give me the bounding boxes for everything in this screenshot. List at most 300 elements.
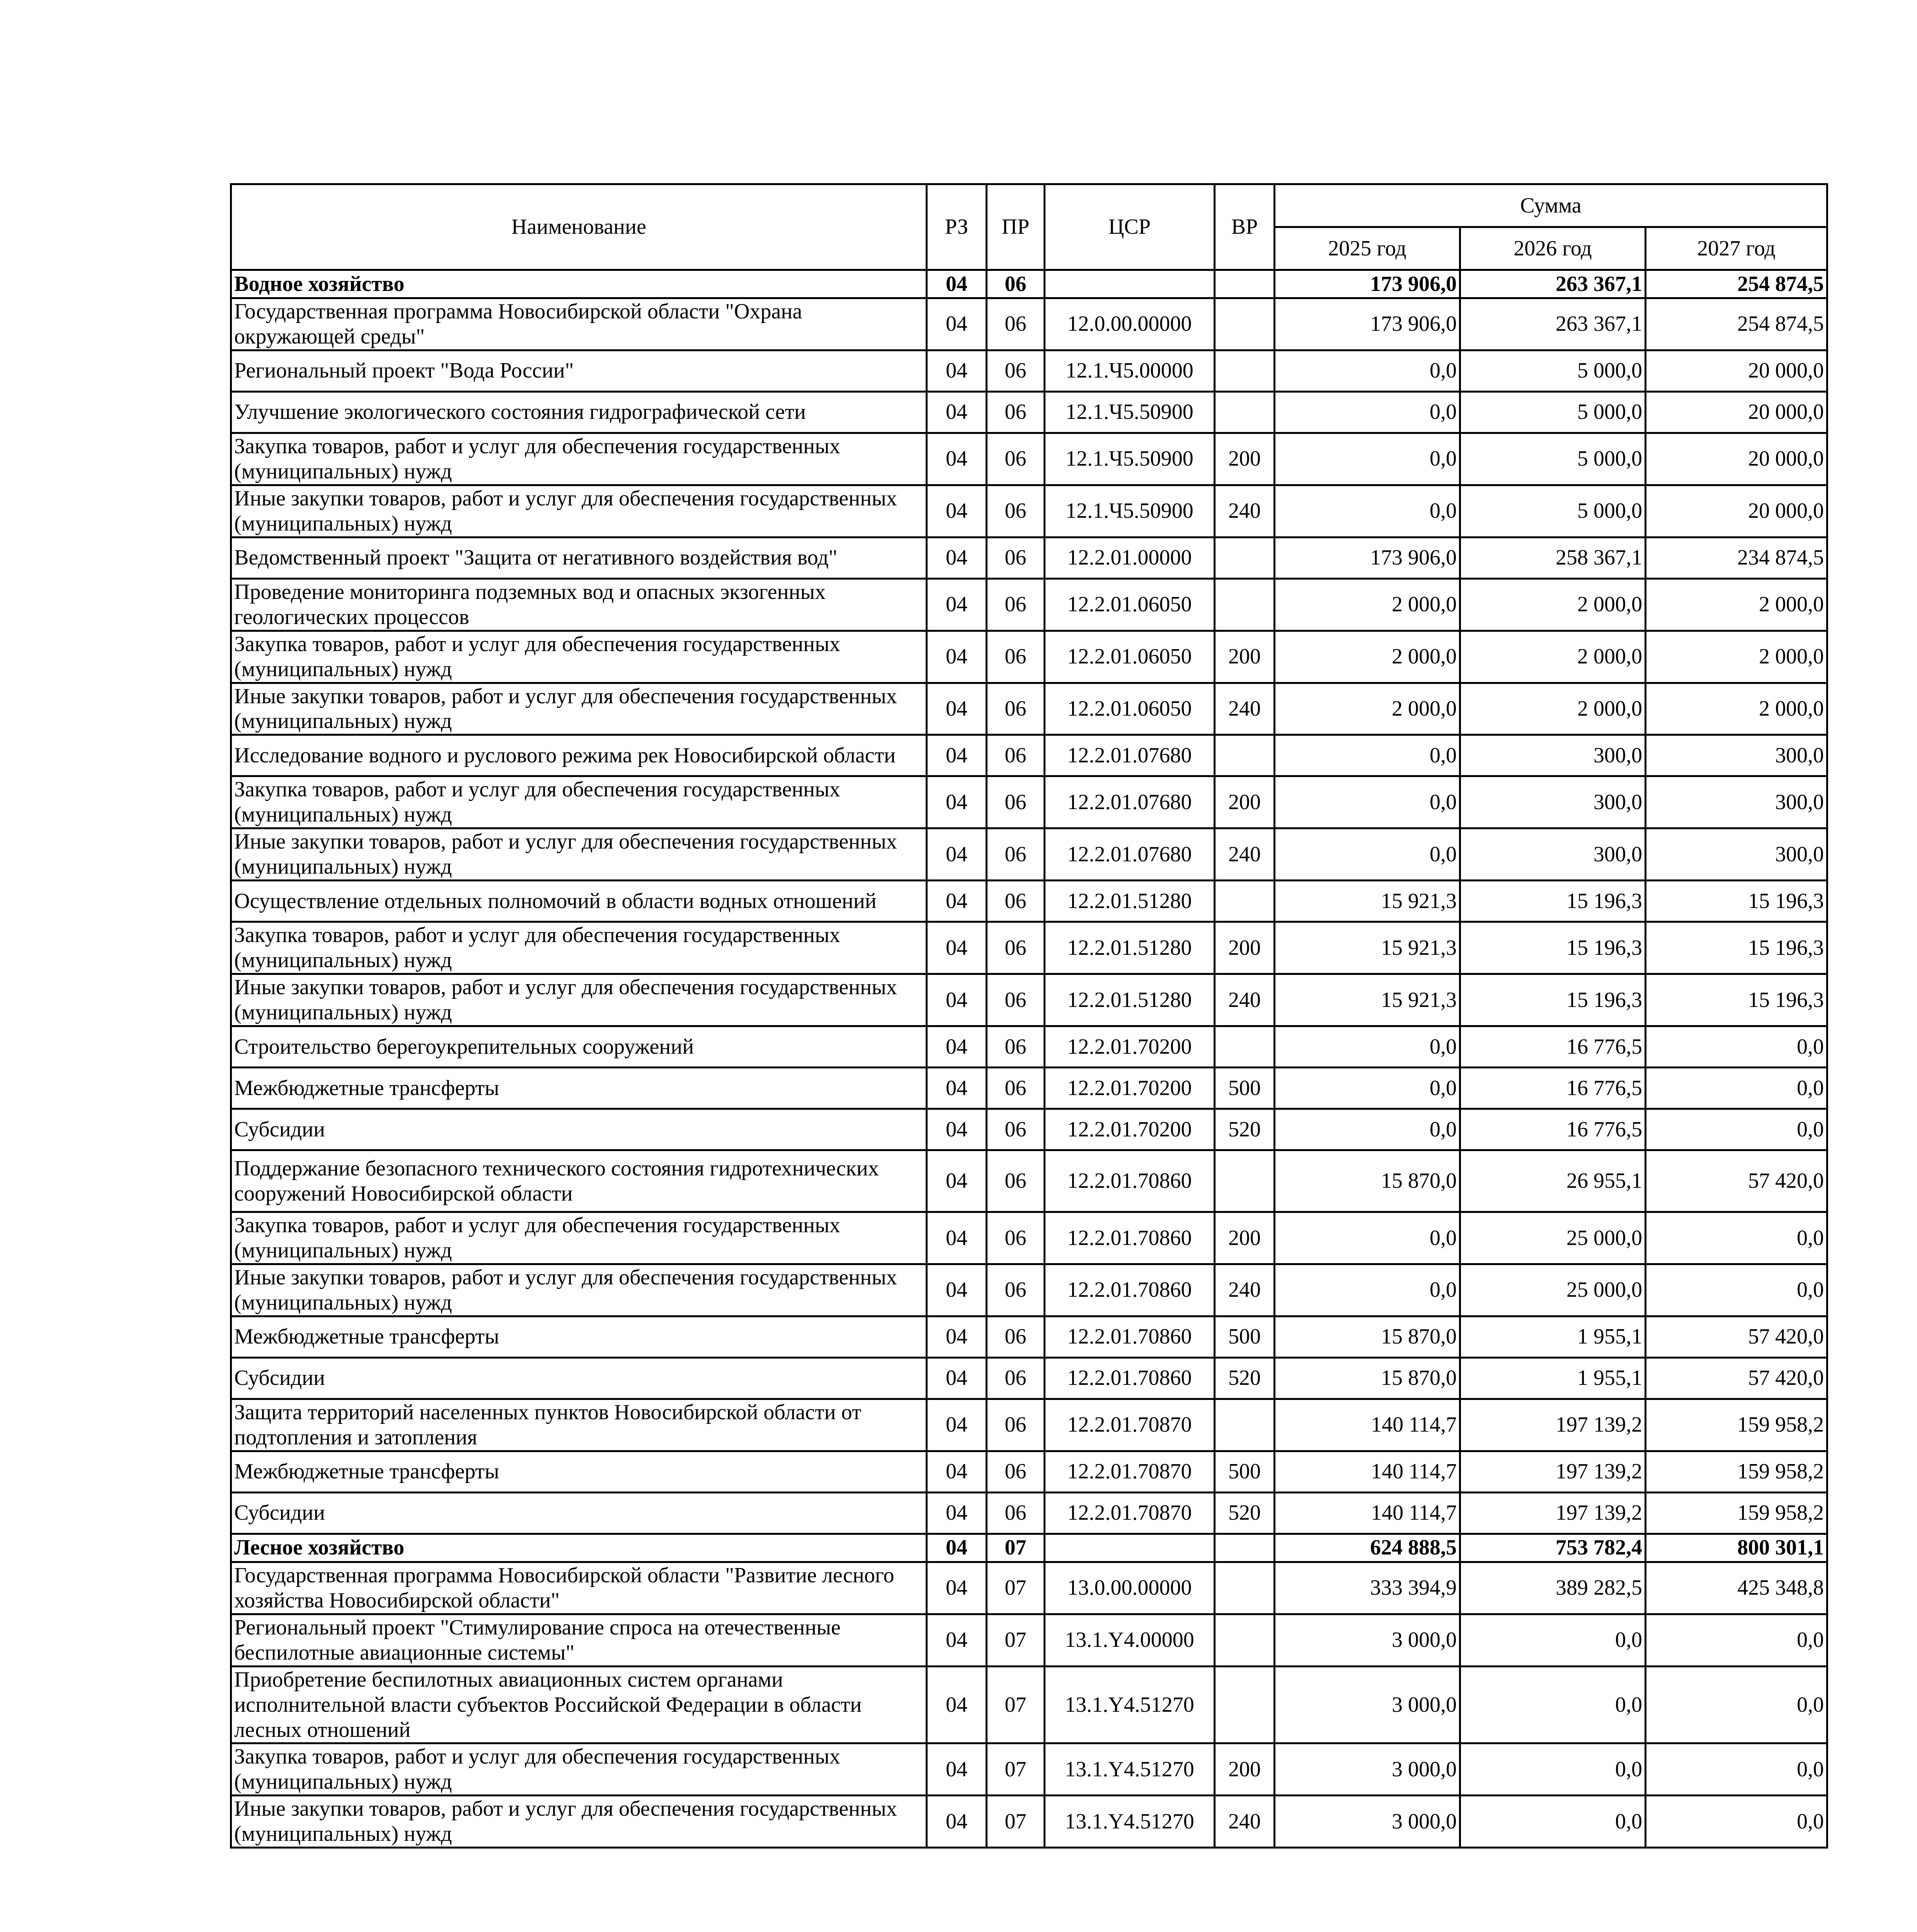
cell-csr: 13.1.Y4.51270 bbox=[1045, 1743, 1215, 1796]
cell-rz: 04 bbox=[927, 1399, 987, 1451]
table-row bbox=[231, 974, 1827, 1026]
cell-2027: 20 000,0 bbox=[1646, 433, 1827, 485]
cell-pr: 06 bbox=[987, 881, 1045, 922]
cell-pr: 06 bbox=[987, 391, 1045, 433]
cell-2027: 57 420,0 bbox=[1646, 1150, 1827, 1212]
cell-vr bbox=[1215, 1399, 1275, 1451]
header-csr: ЦСР bbox=[1045, 184, 1215, 270]
cell-2025: 0,0 bbox=[1275, 485, 1460, 537]
cell-csr: 12.2.01.06050 bbox=[1045, 631, 1215, 683]
cell-csr: 12.2.01.06050 bbox=[1045, 683, 1215, 735]
cell-2026: 16 776,5 bbox=[1460, 1026, 1646, 1068]
cell-name: Иные закупки товаров, работ и услуг для обеспечения государственных (муниципальных) нужд bbox=[231, 683, 927, 735]
cell-pr: 06 bbox=[987, 270, 1045, 298]
cell-csr: 12.2.01.70860 bbox=[1045, 1212, 1215, 1264]
table-row bbox=[231, 1492, 1827, 1534]
cell-csr: 12.2.01.70860 bbox=[1045, 1150, 1215, 1212]
cell-vr: 240 bbox=[1215, 828, 1275, 881]
cell-name: Закупка товаров, работ и услуг для обеспечения государственных (муниципальных) нужд bbox=[231, 922, 927, 974]
cell-2025: 0,0 bbox=[1275, 776, 1460, 828]
cell-2026: 16 776,5 bbox=[1460, 1068, 1646, 1109]
table-row bbox=[231, 298, 1827, 350]
cell-rz: 04 bbox=[927, 578, 987, 631]
cell-2027: 300,0 bbox=[1646, 828, 1827, 881]
table-row bbox=[231, 1796, 1827, 1848]
cell-2026: 16 776,5 bbox=[1460, 1109, 1646, 1150]
cell-vr: 500 bbox=[1215, 1068, 1275, 1109]
cell-name: Иные закупки товаров, работ и услуг для обеспечения государственных (муниципальных) нужд bbox=[231, 1796, 927, 1848]
table-row bbox=[231, 881, 1827, 922]
cell-2026: 197 139,2 bbox=[1460, 1492, 1646, 1534]
cell-2027: 0,0 bbox=[1646, 1666, 1827, 1743]
cell-vr bbox=[1215, 350, 1275, 391]
cell-name: Закупка товаров, работ и услуг для обеспечения государственных (муниципальных) нужд bbox=[231, 433, 927, 485]
table-row bbox=[231, 735, 1827, 776]
table-body bbox=[231, 270, 1827, 1848]
table-row bbox=[231, 776, 1827, 828]
cell-2027: 254 874,5 bbox=[1646, 298, 1827, 350]
cell-2027: 425 348,8 bbox=[1646, 1562, 1827, 1614]
cell-name: Строительство берегоукрепительных сооружений bbox=[231, 1026, 927, 1068]
cell-csr: 13.1.Y4.51270 bbox=[1045, 1796, 1215, 1848]
cell-2027: 0,0 bbox=[1646, 1026, 1827, 1068]
cell-name: Иные закупки товаров, работ и услуг для обеспечения государственных (муниципальных) нужд bbox=[231, 1264, 927, 1316]
cell-name: Лесное хозяйство bbox=[231, 1534, 927, 1562]
table-row bbox=[231, 1666, 1827, 1743]
table-row bbox=[231, 433, 1827, 485]
cell-2025: 0,0 bbox=[1275, 1068, 1460, 1109]
cell-2027: 2 000,0 bbox=[1646, 578, 1827, 631]
cell-2026: 2 000,0 bbox=[1460, 683, 1646, 735]
cell-csr: 12.1.Ч5.50900 bbox=[1045, 485, 1215, 537]
cell-vr: 200 bbox=[1215, 776, 1275, 828]
cell-2027: 20 000,0 bbox=[1646, 391, 1827, 433]
cell-2025: 173 906,0 bbox=[1275, 270, 1460, 298]
cell-csr: 12.2.01.70870 bbox=[1045, 1451, 1215, 1492]
cell-2026: 300,0 bbox=[1460, 735, 1646, 776]
cell-vr: 240 bbox=[1215, 1264, 1275, 1316]
table-row bbox=[231, 828, 1827, 881]
cell-name: Поддержание безопасного технического состояния гидротехнических сооружений Новосибирской области bbox=[231, 1150, 927, 1212]
header-year-2025: 2025 год bbox=[1275, 227, 1460, 270]
cell-2025: 2 000,0 bbox=[1275, 578, 1460, 631]
cell-vr bbox=[1215, 298, 1275, 350]
cell-2027: 15 196,3 bbox=[1646, 881, 1827, 922]
table-row bbox=[231, 1451, 1827, 1492]
cell-name: Региональный проект "Вода России" bbox=[231, 350, 927, 391]
cell-rz: 04 bbox=[927, 1562, 987, 1614]
cell-name: Водное хозяйство bbox=[231, 270, 927, 298]
cell-vr bbox=[1215, 537, 1275, 578]
cell-pr: 06 bbox=[987, 974, 1045, 1026]
cell-name: Межбюджетные трансферты bbox=[231, 1068, 927, 1109]
cell-name: Приобретение беспилотных авиационных систем органами исполнительной власти субъектов Российской Федерации в области лесных отношений bbox=[231, 1666, 927, 1743]
cell-vr: 200 bbox=[1215, 1212, 1275, 1264]
cell-pr: 06 bbox=[987, 922, 1045, 974]
cell-csr: 12.2.01.70200 bbox=[1045, 1109, 1215, 1150]
table-row bbox=[231, 1562, 1827, 1614]
cell-2025: 0,0 bbox=[1275, 1109, 1460, 1150]
cell-2027: 300,0 bbox=[1646, 776, 1827, 828]
table-row bbox=[231, 1068, 1827, 1109]
cell-2025: 140 114,7 bbox=[1275, 1492, 1460, 1534]
cell-name: Иные закупки товаров, работ и услуг для обеспечения государственных (муниципальных) нужд bbox=[231, 828, 927, 881]
table-row bbox=[231, 922, 1827, 974]
cell-vr: 240 bbox=[1215, 683, 1275, 735]
cell-2027: 234 874,5 bbox=[1646, 537, 1827, 578]
cell-2025: 15 870,0 bbox=[1275, 1357, 1460, 1399]
cell-2026: 1 955,1 bbox=[1460, 1316, 1646, 1357]
cell-name: Осуществление отдельных полномочий в области водных отношений bbox=[231, 881, 927, 922]
cell-csr: 12.2.01.07680 bbox=[1045, 776, 1215, 828]
cell-2027: 2 000,0 bbox=[1646, 631, 1827, 683]
table-row bbox=[231, 1026, 1827, 1068]
cell-rz: 04 bbox=[927, 391, 987, 433]
cell-2026: 263 367,1 bbox=[1460, 270, 1646, 298]
cell-2027: 0,0 bbox=[1646, 1212, 1827, 1264]
cell-pr: 06 bbox=[987, 735, 1045, 776]
cell-rz: 04 bbox=[927, 776, 987, 828]
cell-csr bbox=[1045, 270, 1215, 298]
cell-2026: 15 196,3 bbox=[1460, 974, 1646, 1026]
table-row bbox=[231, 537, 1827, 578]
cell-csr: 12.1.Ч5.50900 bbox=[1045, 391, 1215, 433]
cell-rz: 04 bbox=[927, 683, 987, 735]
cell-rz: 04 bbox=[927, 485, 987, 537]
cell-2025: 0,0 bbox=[1275, 828, 1460, 881]
cell-2026: 258 367,1 bbox=[1460, 537, 1646, 578]
cell-csr: 12.2.01.00000 bbox=[1045, 537, 1215, 578]
cell-2027: 0,0 bbox=[1646, 1796, 1827, 1848]
cell-csr: 12.2.01.51280 bbox=[1045, 881, 1215, 922]
cell-rz: 04 bbox=[927, 270, 987, 298]
table-row bbox=[231, 683, 1827, 735]
cell-pr: 06 bbox=[987, 1212, 1045, 1264]
cell-csr: 12.2.01.70870 bbox=[1045, 1492, 1215, 1534]
cell-2027: 0,0 bbox=[1646, 1264, 1827, 1316]
cell-pr: 06 bbox=[987, 1150, 1045, 1212]
cell-name: Защита территорий населенных пунктов Новосибирской области от подтопления и затопления bbox=[231, 1399, 927, 1451]
cell-2025: 15 870,0 bbox=[1275, 1316, 1460, 1357]
cell-pr: 06 bbox=[987, 631, 1045, 683]
cell-vr bbox=[1215, 881, 1275, 922]
cell-2026: 197 139,2 bbox=[1460, 1451, 1646, 1492]
cell-pr: 06 bbox=[987, 1264, 1045, 1316]
cell-pr: 06 bbox=[987, 1399, 1045, 1451]
table-row bbox=[231, 1357, 1827, 1399]
cell-vr bbox=[1215, 391, 1275, 433]
cell-2025: 140 114,7 bbox=[1275, 1399, 1460, 1451]
cell-2026: 26 955,1 bbox=[1460, 1150, 1646, 1212]
cell-2025: 0,0 bbox=[1275, 1264, 1460, 1316]
cell-2025: 0,0 bbox=[1275, 350, 1460, 391]
cell-2026: 5 000,0 bbox=[1460, 433, 1646, 485]
cell-vr bbox=[1215, 1026, 1275, 1068]
cell-rz: 04 bbox=[927, 1451, 987, 1492]
cell-2027: 0,0 bbox=[1646, 1109, 1827, 1150]
cell-2025: 173 906,0 bbox=[1275, 298, 1460, 350]
cell-2025: 0,0 bbox=[1275, 433, 1460, 485]
header-pr: ПР bbox=[987, 184, 1045, 270]
cell-vr: 500 bbox=[1215, 1316, 1275, 1357]
cell-csr: 12.2.01.70860 bbox=[1045, 1264, 1215, 1316]
cell-2025: 173 906,0 bbox=[1275, 537, 1460, 578]
cell-2027: 15 196,3 bbox=[1646, 922, 1827, 974]
cell-vr: 240 bbox=[1215, 1796, 1275, 1848]
cell-csr: 13.1.Y4.00000 bbox=[1045, 1614, 1215, 1666]
cell-2026: 1 955,1 bbox=[1460, 1357, 1646, 1399]
budget-table bbox=[230, 183, 1828, 1849]
cell-name: Государственная программа Новосибирской области "Охрана окружающей среды" bbox=[231, 298, 927, 350]
cell-2026: 753 782,4 bbox=[1460, 1534, 1646, 1562]
cell-2027: 0,0 bbox=[1646, 1614, 1827, 1666]
header-year-2026: 2026 год bbox=[1460, 227, 1646, 270]
cell-csr: 12.1.Ч5.00000 bbox=[1045, 350, 1215, 391]
cell-pr: 07 bbox=[987, 1743, 1045, 1796]
cell-rz: 04 bbox=[927, 881, 987, 922]
cell-name: Закупка товаров, работ и услуг для обеспечения государственных (муниципальных) нужд bbox=[231, 776, 927, 828]
cell-name: Исследование водного и руслового режима рек Новосибирской области bbox=[231, 735, 927, 776]
cell-2027: 254 874,5 bbox=[1646, 270, 1827, 298]
cell-2025: 15 921,3 bbox=[1275, 881, 1460, 922]
cell-csr: 13.1.Y4.51270 bbox=[1045, 1666, 1215, 1743]
cell-name: Межбюджетные трансферты bbox=[231, 1316, 927, 1357]
cell-pr: 06 bbox=[987, 485, 1045, 537]
cell-name: Проведение мониторинга подземных вод и опасных экзогенных геологических процессов bbox=[231, 578, 927, 631]
cell-2026: 300,0 bbox=[1460, 776, 1646, 828]
cell-2027: 159 958,2 bbox=[1646, 1492, 1827, 1534]
cell-name: Улучшение экологического состояния гидрографической сети bbox=[231, 391, 927, 433]
cell-2026: 263 367,1 bbox=[1460, 298, 1646, 350]
cell-2025: 15 921,3 bbox=[1275, 922, 1460, 974]
cell-rz: 04 bbox=[927, 350, 987, 391]
cell-csr: 12.2.01.51280 bbox=[1045, 974, 1215, 1026]
table-row bbox=[231, 350, 1827, 391]
cell-2026: 15 196,3 bbox=[1460, 922, 1646, 974]
cell-pr: 06 bbox=[987, 1451, 1045, 1492]
cell-rz: 04 bbox=[927, 922, 987, 974]
cell-pr: 06 bbox=[987, 683, 1045, 735]
cell-name: Субсидии bbox=[231, 1492, 927, 1534]
cell-csr: 12.2.01.07680 bbox=[1045, 735, 1215, 776]
cell-rz: 04 bbox=[927, 1666, 987, 1743]
cell-pr: 07 bbox=[987, 1562, 1045, 1614]
cell-pr: 06 bbox=[987, 298, 1045, 350]
cell-csr: 12.2.01.51280 bbox=[1045, 922, 1215, 974]
cell-vr bbox=[1215, 1562, 1275, 1614]
table-row bbox=[231, 1150, 1827, 1212]
cell-pr: 06 bbox=[987, 828, 1045, 881]
cell-rz: 04 bbox=[927, 735, 987, 776]
cell-2026: 197 139,2 bbox=[1460, 1399, 1646, 1451]
cell-pr: 06 bbox=[987, 1026, 1045, 1068]
cell-rz: 04 bbox=[927, 537, 987, 578]
cell-2027: 20 000,0 bbox=[1646, 485, 1827, 537]
header-year-2027: 2027 год bbox=[1646, 227, 1827, 270]
cell-name: Иные закупки товаров, работ и услуг для обеспечения государственных (муниципальных) нужд bbox=[231, 974, 927, 1026]
cell-csr: 12.2.01.06050 bbox=[1045, 578, 1215, 631]
cell-vr bbox=[1215, 735, 1275, 776]
cell-name: Субсидии bbox=[231, 1109, 927, 1150]
cell-vr bbox=[1215, 1614, 1275, 1666]
cell-2026: 5 000,0 bbox=[1460, 485, 1646, 537]
table-row bbox=[231, 631, 1827, 683]
cell-2026: 2 000,0 bbox=[1460, 578, 1646, 631]
cell-vr: 240 bbox=[1215, 974, 1275, 1026]
cell-rz: 04 bbox=[927, 433, 987, 485]
section-row bbox=[231, 1534, 1827, 1562]
cell-rz: 04 bbox=[927, 1743, 987, 1796]
table-row bbox=[231, 1614, 1827, 1666]
cell-name: Ведомственный проект "Защита от негативного воздействия вод" bbox=[231, 537, 927, 578]
cell-2026: 5 000,0 bbox=[1460, 391, 1646, 433]
cell-name: Иные закупки товаров, работ и услуг для обеспечения государственных (муниципальных) нужд bbox=[231, 485, 927, 537]
cell-pr: 06 bbox=[987, 1068, 1045, 1109]
cell-vr bbox=[1215, 1150, 1275, 1212]
cell-2025: 2 000,0 bbox=[1275, 631, 1460, 683]
cell-vr: 200 bbox=[1215, 1743, 1275, 1796]
cell-pr: 06 bbox=[987, 1357, 1045, 1399]
section-row bbox=[231, 270, 1827, 298]
table-header bbox=[231, 184, 1827, 270]
cell-rz: 04 bbox=[927, 1068, 987, 1109]
cell-vr: 240 bbox=[1215, 485, 1275, 537]
cell-vr bbox=[1215, 1666, 1275, 1743]
cell-2026: 5 000,0 bbox=[1460, 350, 1646, 391]
header-rz: РЗ bbox=[927, 184, 987, 270]
cell-rz: 04 bbox=[927, 974, 987, 1026]
cell-2027: 0,0 bbox=[1646, 1743, 1827, 1796]
cell-csr: 12.2.01.70200 bbox=[1045, 1068, 1215, 1109]
cell-2026: 0,0 bbox=[1460, 1614, 1646, 1666]
cell-pr: 07 bbox=[987, 1534, 1045, 1562]
table-row bbox=[231, 1109, 1827, 1150]
cell-vr: 200 bbox=[1215, 922, 1275, 974]
cell-2026: 25 000,0 bbox=[1460, 1212, 1646, 1264]
cell-csr: 12.2.01.70200 bbox=[1045, 1026, 1215, 1068]
cell-2026: 2 000,0 bbox=[1460, 631, 1646, 683]
cell-rz: 04 bbox=[927, 1264, 987, 1316]
cell-2026: 15 196,3 bbox=[1460, 881, 1646, 922]
cell-vr bbox=[1215, 270, 1275, 298]
cell-vr: 500 bbox=[1215, 1451, 1275, 1492]
cell-2025: 333 394,9 bbox=[1275, 1562, 1460, 1614]
cell-2025: 3 000,0 bbox=[1275, 1666, 1460, 1743]
cell-2027: 159 958,2 bbox=[1646, 1451, 1827, 1492]
cell-name: Межбюджетные трансферты bbox=[231, 1451, 927, 1492]
cell-pr: 06 bbox=[987, 776, 1045, 828]
header-name: Наименование bbox=[231, 184, 927, 270]
cell-2027: 800 301,1 bbox=[1646, 1534, 1827, 1562]
cell-name: Региональный проект "Стимулирование спроса на отечественные беспилотные авиационные системы" bbox=[231, 1614, 927, 1666]
table-row bbox=[231, 1264, 1827, 1316]
cell-2025: 15 921,3 bbox=[1275, 974, 1460, 1026]
cell-rz: 04 bbox=[927, 1150, 987, 1212]
cell-csr: 12.2.01.07680 bbox=[1045, 828, 1215, 881]
cell-pr: 07 bbox=[987, 1614, 1045, 1666]
cell-pr: 06 bbox=[987, 1109, 1045, 1150]
cell-vr bbox=[1215, 578, 1275, 631]
cell-rz: 04 bbox=[927, 1026, 987, 1068]
cell-pr: 06 bbox=[987, 433, 1045, 485]
cell-pr: 06 bbox=[987, 1492, 1045, 1534]
cell-2026: 300,0 bbox=[1460, 828, 1646, 881]
cell-2027: 57 420,0 bbox=[1646, 1357, 1827, 1399]
cell-name: Государственная программа Новосибирской области "Развитие лесного хозяйства Новосибирской области" bbox=[231, 1562, 927, 1614]
cell-2026: 25 000,0 bbox=[1460, 1264, 1646, 1316]
cell-name: Закупка товаров, работ и услуг для обеспечения государственных (муниципальных) нужд bbox=[231, 1212, 927, 1264]
cell-vr: 520 bbox=[1215, 1109, 1275, 1150]
cell-csr: 12.0.00.00000 bbox=[1045, 298, 1215, 350]
cell-2025: 15 870,0 bbox=[1275, 1150, 1460, 1212]
cell-csr bbox=[1045, 1534, 1215, 1562]
cell-2025: 3 000,0 bbox=[1275, 1743, 1460, 1796]
header-sum: Сумма bbox=[1275, 184, 1827, 227]
cell-pr: 06 bbox=[987, 350, 1045, 391]
cell-rz: 04 bbox=[927, 1357, 987, 1399]
table-row bbox=[231, 578, 1827, 631]
cell-csr: 12.1.Ч5.50900 bbox=[1045, 433, 1215, 485]
cell-rz: 04 bbox=[927, 1316, 987, 1357]
cell-pr: 06 bbox=[987, 578, 1045, 631]
cell-rz: 04 bbox=[927, 1534, 987, 1562]
cell-rz: 04 bbox=[927, 1614, 987, 1666]
table-row bbox=[231, 1316, 1827, 1357]
cell-csr: 12.2.01.70870 bbox=[1045, 1399, 1215, 1451]
cell-2025: 3 000,0 bbox=[1275, 1796, 1460, 1848]
header-vr: ВР bbox=[1215, 184, 1275, 270]
cell-name: Закупка товаров, работ и услуг для обеспечения государственных (муниципальных) нужд bbox=[231, 1743, 927, 1796]
table-row bbox=[231, 485, 1827, 537]
cell-2025: 0,0 bbox=[1275, 1212, 1460, 1264]
cell-2025: 0,0 bbox=[1275, 391, 1460, 433]
table-row bbox=[231, 391, 1827, 433]
cell-vr: 200 bbox=[1215, 631, 1275, 683]
table-row bbox=[231, 1399, 1827, 1451]
cell-2025: 0,0 bbox=[1275, 1026, 1460, 1068]
cell-name: Закупка товаров, работ и услуг для обеспечения государственных (муниципальных) нужд bbox=[231, 631, 927, 683]
cell-2027: 20 000,0 bbox=[1646, 350, 1827, 391]
cell-rz: 04 bbox=[927, 1796, 987, 1848]
cell-csr: 12.2.01.70860 bbox=[1045, 1316, 1215, 1357]
cell-2025: 3 000,0 bbox=[1275, 1614, 1460, 1666]
cell-rz: 04 bbox=[927, 828, 987, 881]
cell-rz: 04 bbox=[927, 1492, 987, 1534]
cell-csr: 12.2.01.70860 bbox=[1045, 1357, 1215, 1399]
cell-vr: 520 bbox=[1215, 1357, 1275, 1399]
cell-vr: 200 bbox=[1215, 433, 1275, 485]
cell-2026: 0,0 bbox=[1460, 1796, 1646, 1848]
cell-csr: 13.0.00.00000 bbox=[1045, 1562, 1215, 1614]
cell-pr: 06 bbox=[987, 537, 1045, 578]
cell-rz: 04 bbox=[927, 631, 987, 683]
cell-rz: 04 bbox=[927, 298, 987, 350]
cell-2027: 300,0 bbox=[1646, 735, 1827, 776]
cell-2025: 624 888,5 bbox=[1275, 1534, 1460, 1562]
cell-2025: 0,0 bbox=[1275, 735, 1460, 776]
cell-2026: 0,0 bbox=[1460, 1743, 1646, 1796]
cell-2027: 0,0 bbox=[1646, 1068, 1827, 1109]
cell-2027: 159 958,2 bbox=[1646, 1399, 1827, 1451]
cell-2027: 57 420,0 bbox=[1646, 1316, 1827, 1357]
cell-vr bbox=[1215, 1534, 1275, 1562]
cell-vr: 520 bbox=[1215, 1492, 1275, 1534]
cell-2026: 389 282,5 bbox=[1460, 1562, 1646, 1614]
cell-2025: 140 114,7 bbox=[1275, 1451, 1460, 1492]
cell-2027: 15 196,3 bbox=[1646, 974, 1827, 1026]
cell-name: Субсидии bbox=[231, 1357, 927, 1399]
cell-2026: 0,0 bbox=[1460, 1666, 1646, 1743]
